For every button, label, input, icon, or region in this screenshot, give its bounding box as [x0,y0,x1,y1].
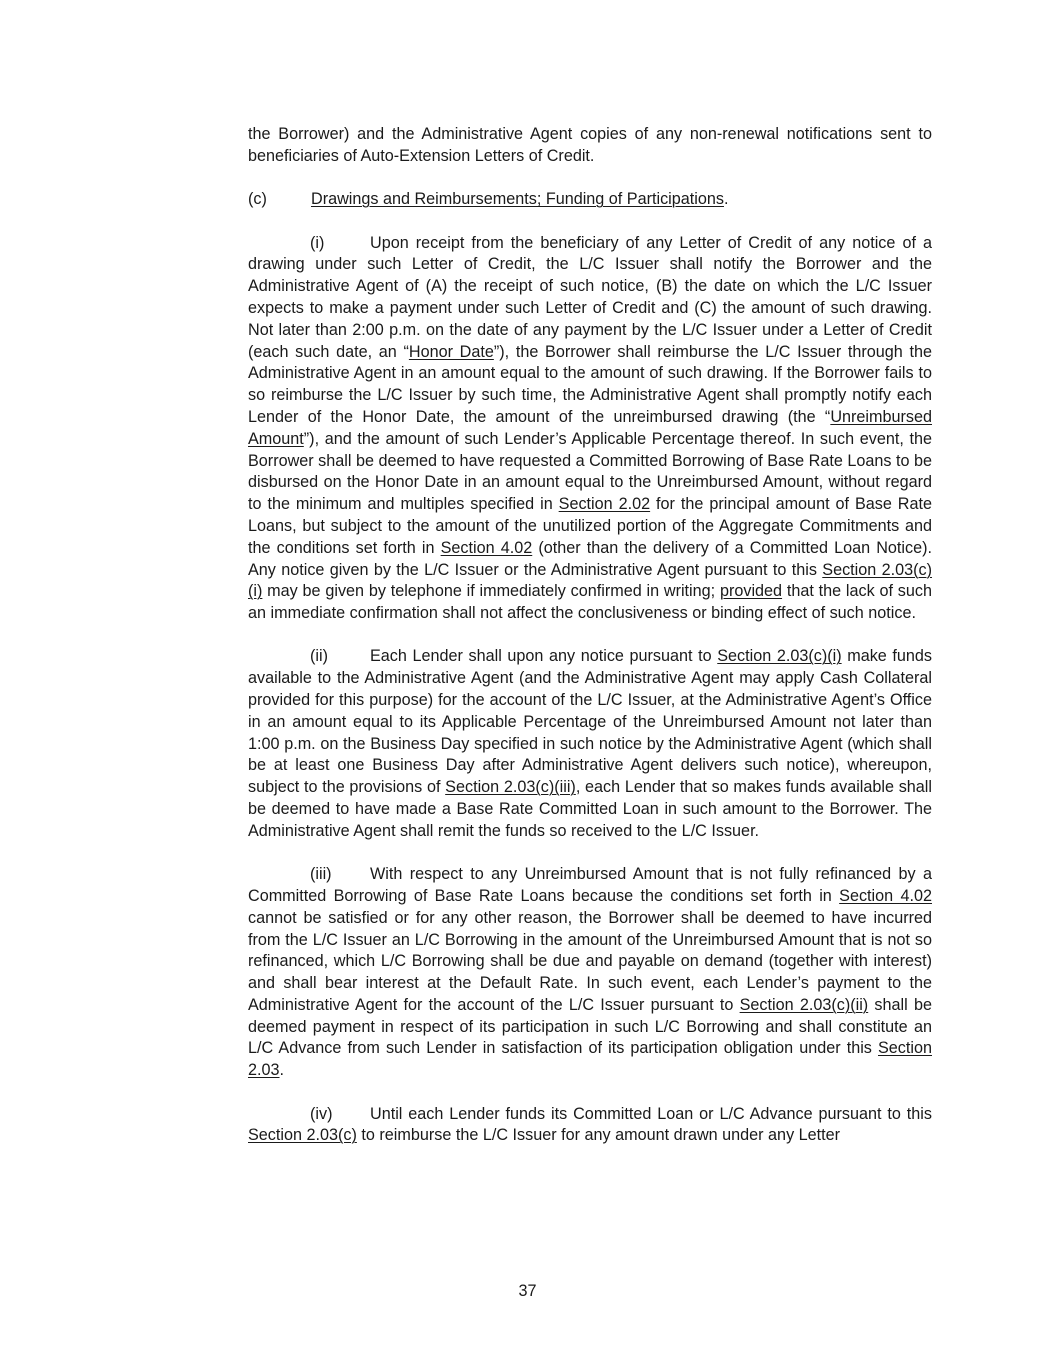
text-segment: that the lack of such an immediate confirmation shall not affect the conclusiveness or binding effect of such notice. [248,582,932,623]
text-segment: to reimburse the L/C Issuer for any amount drawn under any Letter [356,1126,841,1145]
text-segment: . [279,1061,285,1080]
text-segment: shall be deemed payment in respect of its participation in such L/C Borrowing and shall constitute an L/C Advance from such Lender in satisfaction of its participation obligation under this [248,995,932,1058]
text-segment: With respect to any Unreimbursed Amount that is not fully refinanced by a Committed Borrowing of Base Rate Loans because the conditions set forth in [248,865,932,905]
text-segment: make funds available to the Administrative Agent (and the Administrative Agent may apply Cash Collateral provided for this purpose) for the account of the L/C Issuer, at the Administrative Agent’s Office in an amount equal to its Applicable Percentage of the Unreimbursed Amount not later than 1:00 p.m. on the Business Day specified in such notice by the Administrative Agent (which shall be at least one Business Day after Administrative Agent delivers such notice), whereupon, subject to the provisions of [248,647,933,797]
defined-term-unreimbursed-amount: Unreimbursed Amount [248,407,932,448]
paragraph-i [248,233,932,625]
paragraph-ii-number: (ii) [310,647,328,666]
paragraph-ii [248,646,932,842]
text-segment: , each Lender that so makes funds available shall be deemed to have made a Base Rate Committed Loan in such amount to the Borrower. The Administrative Agent shall remit the funds so received to the L/C Issuer. [248,778,932,840]
text-segment: (other than the delivery of a Committed Loan Notice). Any notice given by the L/C Issuer or the Administrative Agent pursuant to this [248,538,933,579]
section-c-heading [248,189,932,211]
section-reference: Section 2.03(c)(iii) [445,778,576,797]
text-segment: cannot be satisfied or for any other reason, the Borrower shall be deemed to have incurred from the L/C Issuer an L/C Borrowing in the amount of the Unreimbursed Amount that is not so refinanced, which L/C Borrowing shall be due and payable on demand (together with interest) and shall bear interest at the Default Rate. In such event, each Lender’s payment to the Administrative Agent for the account of the L/C Issuer pursuant to [248,908,932,1014]
provided-term: provided [719,582,783,601]
paragraph-iv-number: (iv) [310,1104,333,1123]
text-segment: ”), and the amount of such Lender’s Applicable Percentage thereof. In such event, the Borrower shall be deemed to have requested a Committed Borrowing of Base Rate Loans to be disbursed on the Honor Date in an amount equal to the Unreimbursed Amount, without regard to the minimum and multiples specified in [248,429,932,514]
section-reference: Section 4.02 [440,538,533,557]
section-reference: Section 2.03 [248,1039,932,1080]
section-c-number: (c) [248,190,267,209]
intro-text: the Borrower) and the Administrative Agent copies of any non-renewal notifications sent to beneficiaries of Auto-Extension Letters of Credit. [248,125,932,165]
document-page [248,124,932,1147]
text-segment: for the principal amount of Base Rate Loans, but subject to the amount of the unutilized portion of the Aggregate Commitments and the conditions set forth in [248,495,932,557]
section-reference: Section 4.02 [839,886,932,905]
section-c-title-wrap [311,189,728,211]
section-reference: Section 2.02 [558,495,651,514]
paragraph-iii [248,864,932,1082]
defined-term-honor-date: Honor Date [408,342,494,361]
section-c-title-suffix: . [723,190,729,209]
paragraph-iv [248,1104,932,1148]
paragraph-iii-number: (iii) [310,865,332,884]
section-reference: Section 2.03(c)(ii) [739,995,869,1014]
section-reference: Section 2.03(c)(i) [717,647,842,666]
text-segment: Each Lender shall upon any notice pursuant to [370,647,718,666]
section-reference: Section 2.03(c) [248,1126,357,1145]
page-number: 37 [518,1282,537,1300]
text-segment: Until each Lender funds its Committed Loan or L/C Advance pursuant to this [370,1104,932,1123]
section-reference: Section 2.03(c)(i) [248,560,933,601]
text-segment: may be given by telephone if immediately confirmed in writing; [262,582,720,601]
paragraph-i-number: (i) [310,233,325,252]
section-c-title: Drawings and Reimbursements; Funding of Participations [311,190,724,209]
text-segment: Upon receipt from the beneficiary of any Letter of Credit of any notice of a drawing under such Letter of Credit, the L/C Issuer shall notify the Borrower and the Administrative Agent of (A) the receipt of such notice, (B) the date on which the L/C Issuer expects to make a payment under such Letter of Credit and (C) the amount of such drawing. Not later than 2:00 p.m. on the date of any payment by the L/C Issuer under a Letter of Credit (each such date, an “ [248,233,932,361]
text-segment: ”), the Borrower shall reimburse the L/C Issuer through the Administrative Agent in an amount equal to the amount of such drawing. If the Borrower fails to so reimburse the L/C Issuer by such time, the Administrative Agent shall promptly notify each Lender of the Honor Date, the amount of the unreimbursed drawing (the “ [248,342,932,426]
intro-paragraph [248,124,932,168]
